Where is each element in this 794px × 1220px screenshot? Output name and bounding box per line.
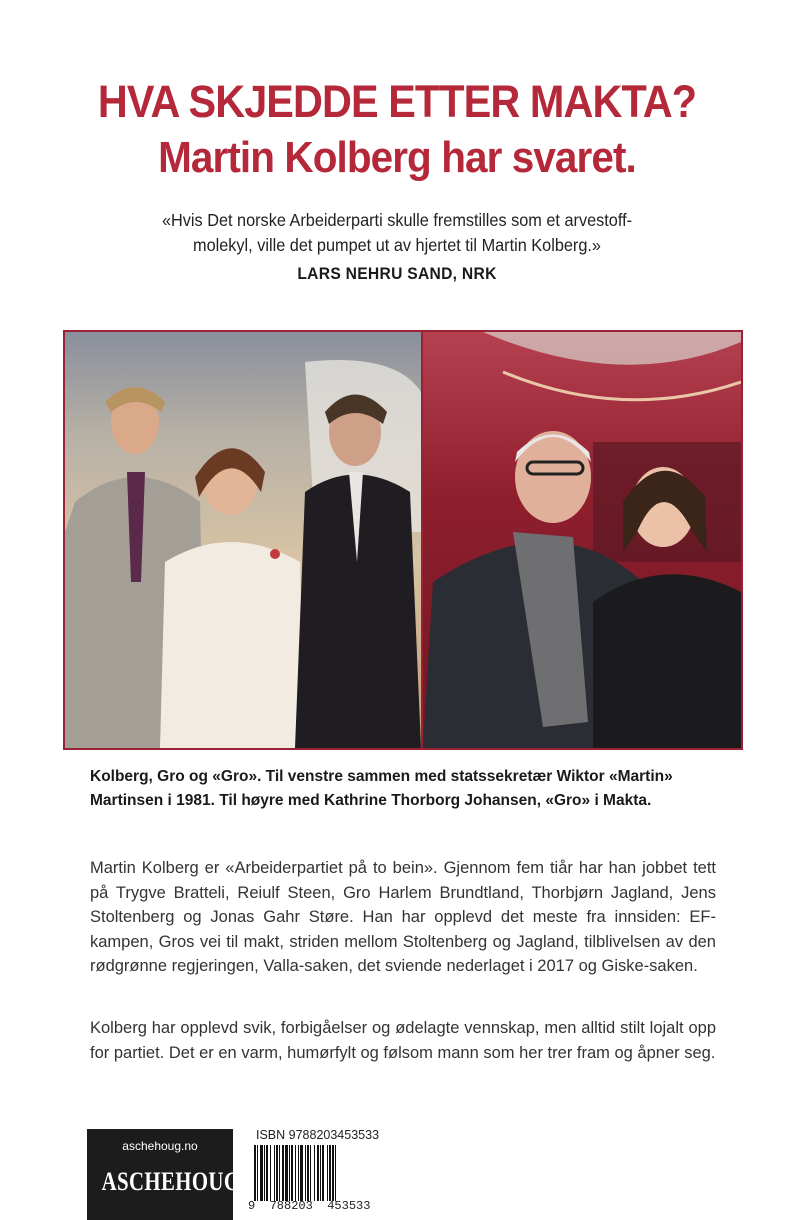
photo-right-theatre [423,332,741,748]
isbn-label: ISBN 9788203453533 [256,1128,380,1142]
publisher-logo: ASCHEHOUG [101,1167,241,1196]
headline-line-1: HVA SKJEDDE ETTER MAKTA? [97,76,697,127]
publisher-block [87,1129,241,1220]
photo-caption: Kolberg, Gro og «Gro». Til venstre sammen med statssekretær Wiktor «Martin» Martinsen i 1981. Til høyre med Kathrine Thorborg Johansen, «Gro» i Makta. [90,768,673,809]
body-paragraph-1: Martin Kolberg er «Arbeiderpartiet på to bein». Gjennom fem tiår har han jobbet tett på Trygve Bratteli, Reiulf Steen, Gro Harlem Brundtland, Thorbjørn Jagland, Jens Stoltenberg og Jonas Gahr Støre. Han har opplevd det meste fra innsiden: EF-kampen, Gros vei til makt, striden mellom Stoltenberg og Jagland, tilblivelsen av den rødgrønne regjeringen, Valla-saken, det sviende nederlaget i 2017 og Giske-saken. [90,859,716,975]
quote-author: LARS NEHRU SAND, NRK [297,264,497,283]
photo-right-illustration [423,332,741,748]
review-quote: «Hvis Det norske Arbeiderparti skulle fremstilles som et arvestoff-molekyl, ville det pumpet ut av hjertet til Martin Kolberg.» [161,210,633,255]
photo-left-1981 [65,332,421,748]
photo-left-illustration [65,332,421,748]
barcode [253,1145,387,1201]
body-paragraph-2: Kolberg har opplevd svik, forbigåelser og ødelagte vennskap, men alltid stilt lojalt opp for partiet. Det er en varm, humørfylt og følsom mann som her trer fram og åpner seg. [90,1019,716,1062]
barcode-digits: 9 788203 453533 [248,1199,371,1213]
headline-line-2: Martin Kolberg har svaret. [158,133,636,182]
photo-frame [63,330,743,750]
publisher-url: aschehoug.no [122,1139,198,1153]
